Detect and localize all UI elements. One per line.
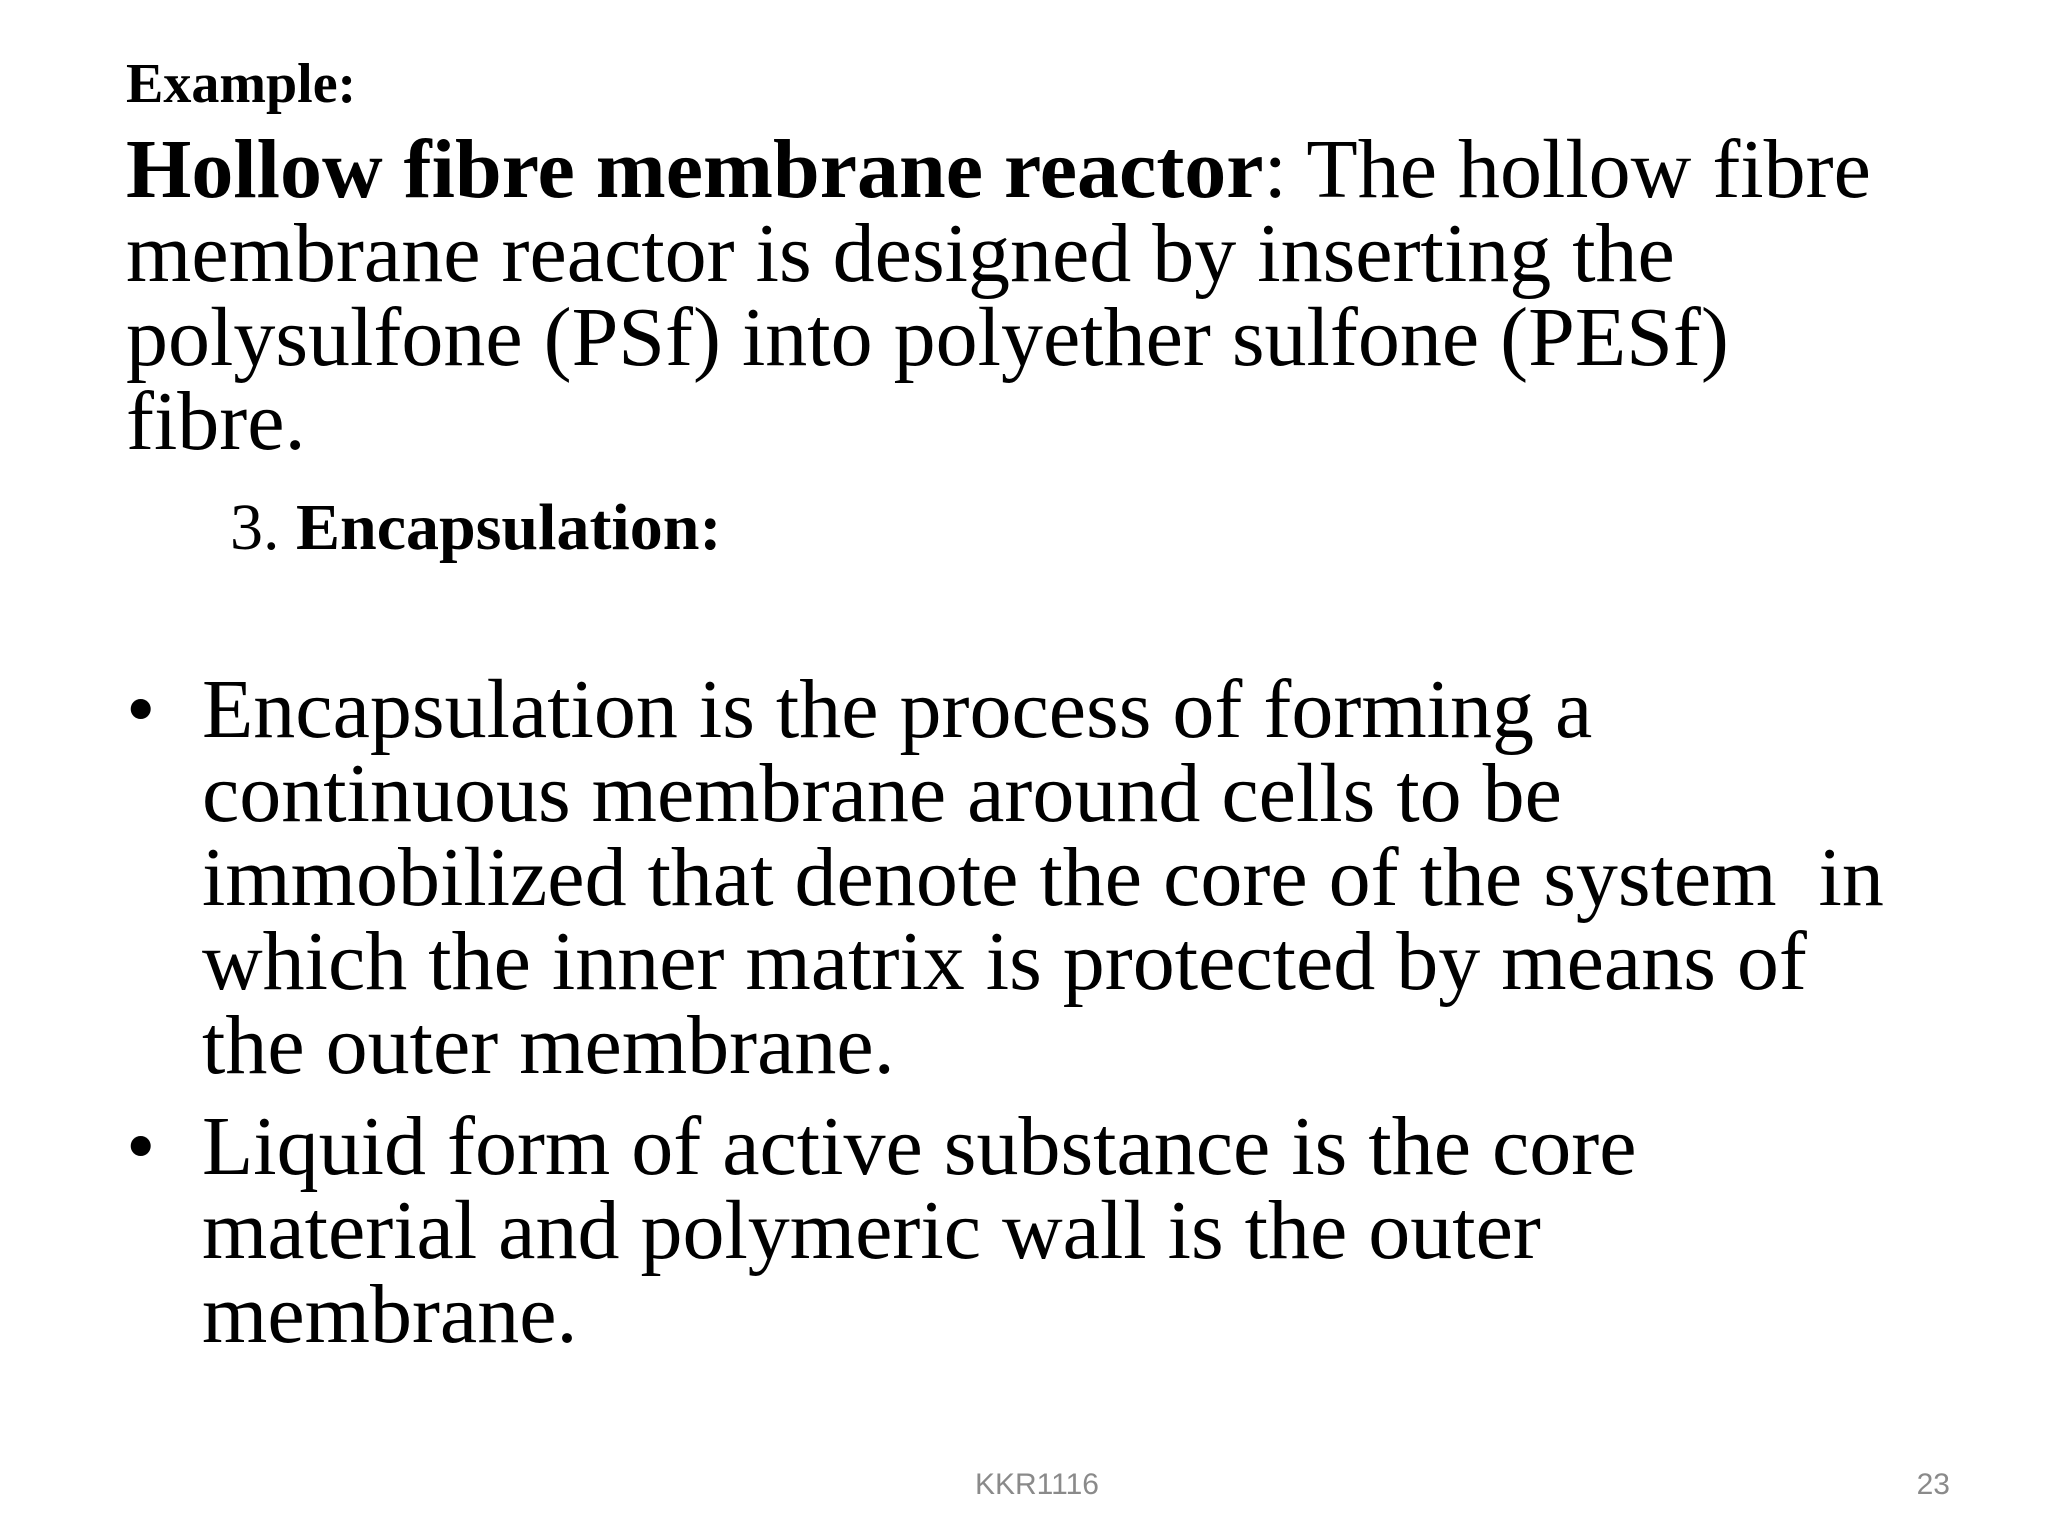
intro-paragraph: [126, 123, 2006, 468]
footer-label: KKR1116: [975, 1468, 1099, 1501]
bullet-line: Liquid form of active substance is the core: [202, 1100, 1637, 1193]
bullet-line: the outer membrane.: [202, 999, 895, 1092]
example-label: Example:: [126, 53, 357, 115]
intro-first-line-rest: : The hollow fibre: [1263, 123, 1871, 216]
bullet-line: continuous membrane around cells to be: [202, 747, 1562, 840]
intro-line-4: fibre.: [126, 375, 306, 468]
bullet-line: which the inner matrix is protected by means of: [202, 915, 1807, 1008]
bullet-text: [202, 663, 2002, 1092]
bullet-line: material and polymeric wall is the outer: [202, 1184, 1541, 1277]
intro-line-3: polysulfone (PSf) into polyether sulfone (PESf): [126, 291, 1729, 384]
section-title: Encapsulation:: [296, 491, 722, 564]
bullet-line: membrane.: [202, 1268, 578, 1361]
section-heading: [230, 492, 721, 564]
intro-line-2: membrane reactor is designed by inserting the: [126, 207, 1675, 300]
section-number: 3.: [230, 491, 280, 564]
intro-line-1: [126, 123, 2006, 216]
page-number: 23: [1916, 1468, 1950, 1501]
bullet-dot-icon: •: [126, 663, 156, 756]
bullet-text: [202, 1100, 2002, 1361]
bullet-dot-icon: •: [126, 1100, 156, 1193]
intro-term: Hollow fibre membrane reactor: [126, 123, 1264, 216]
bullet-line: Encapsulation is the process of forming a: [202, 663, 1593, 756]
bullet-line: immobilized that denote the core of the system in: [202, 831, 1884, 924]
